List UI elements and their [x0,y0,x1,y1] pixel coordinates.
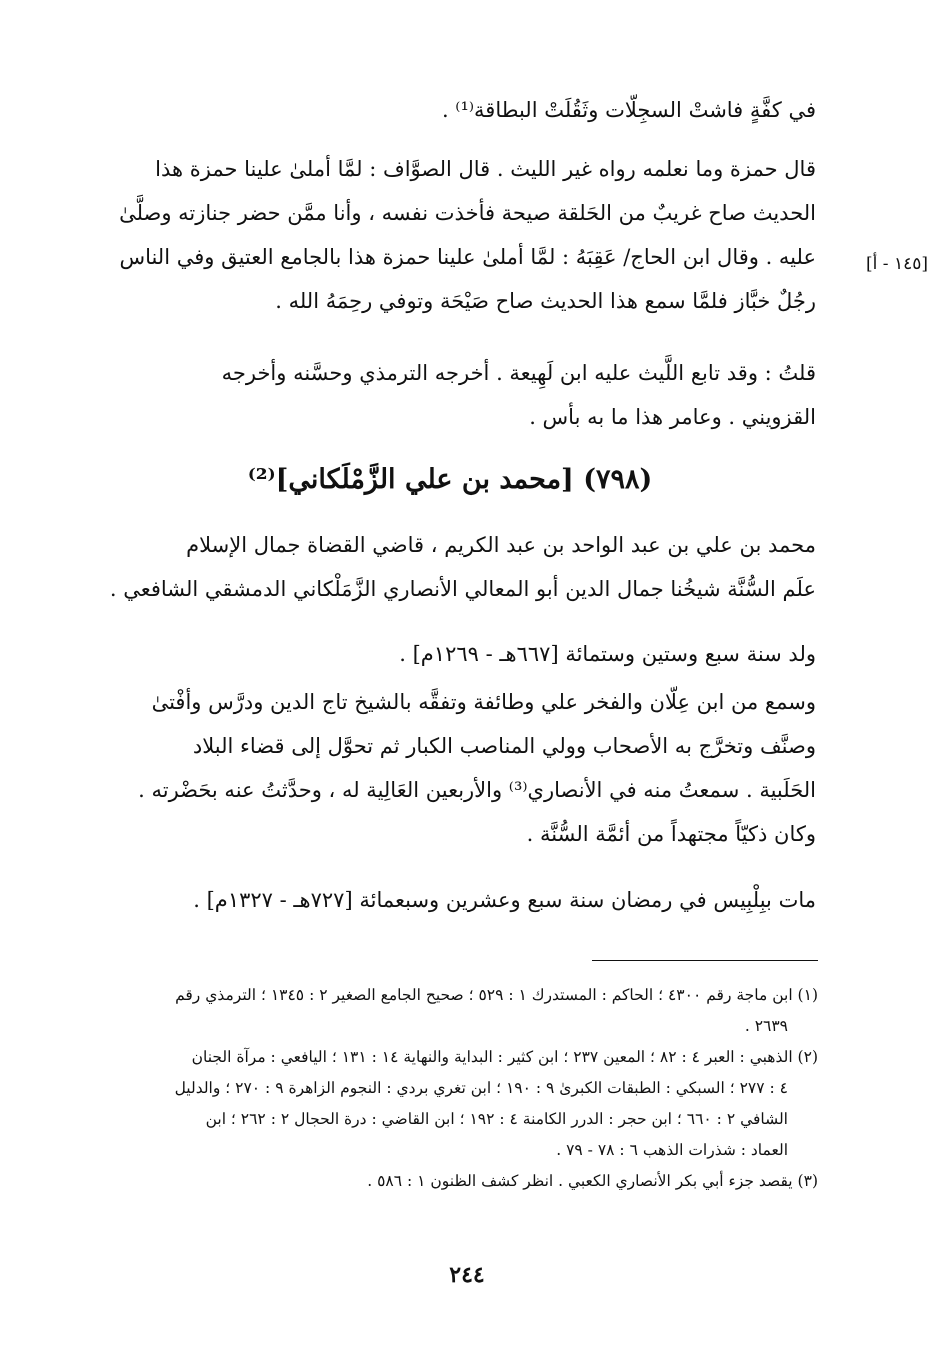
text-line: وكان ذكيّاً مجتهداً من أئمَّة السُّنَّة . [526,822,816,846]
text-line: في كفَّةٍ فاشتْ السجِلّات وثَقُلَتْ البطاقة⁽¹⁾ . [441,98,816,122]
footnote-line: (١) ابن ماجة رقم ٤٣٠٠ ؛ الحاكم : المستدرك ١ : ٥٢٩ ؛ صحيح الجامع الصغير ٢ : ١٣٤٥ ؛ الترمذي رقم [175,986,818,1004]
text-line: قال حمزة وما نعلمه رواه غير الليث . قال الصوَّاف : لمَّا أملىٰ علينا حمزة هذا [155,157,816,181]
footnote-line: العماد : شذرات الذهب ٦ : ٧٨ - ٧٩ . [556,1141,788,1159]
text-line: وسمع من ابن عِلّان والفخر علي وطائفة وتفقَّه بالشيخ تاج الدين ودرَّس وأفْتىٰ [151,690,816,714]
paragraph-3 [68,351,816,439]
entry-title: (٧٩٨) [محمد بن علي الزَّمْلَكاني]⁽²⁾ [247,464,653,495]
paragraph-5 [68,632,816,676]
footnote-line: الشافي ٢ : ٦٦٠ ؛ ابن حجر : الدرر الكامنة ٤ : ١٩٢ ؛ ابن القاضي : درة الحجال ٢ : ٢٦٢ ؛ ابن [205,1110,788,1128]
paragraph-2 [68,147,816,323]
footnote-line: (٢) الذهبي : العبر ٤ : ٨٢ ؛ المعين ٢٣٧ ؛ ابن كثير : البداية والنهاية ١٤ : ١٣١ ؛ اليافعي : مرآة الجنان [191,1048,818,1066]
text-line: رجُلٌ خبَّاز فلمَّا سمع هذا الحديث صاح صَيْحَة وتوفي رحِمَهُ الله . [275,289,816,313]
footnote-2 [68,1042,818,1166]
footnote-line: ٤ : ٢٧٧ ؛ السبكي : الطبقات الكبرىٰ ٩ : ١٩٠ ؛ ابن تغري بردي : النجوم الزاهرة ٩ : ٢٧٠ ؛ والدليل [174,1079,788,1097]
paragraph-6 [68,680,816,856]
paragraph-7 [68,878,816,922]
footnote-separator [592,960,818,961]
text-line: الحَلَبية . سمعتُ منه في الأنصاري⁽³⁾ والأربعين العَالِية له ، وحدَّثتُ عنه بحَضْرته . [138,778,816,802]
text-line: عليه . وقال ابن الحاج/ عَقِبَهُ : لمَّا أملىٰ علينا حمزة هذا بالجامع العتيق وفي الناس [119,245,816,269]
text-line: مات ببِلْبِيس في رمضان سنة سبع وعشرين وسبعمائة [٧٢٧هـ - ١٣٢٧م] . [193,888,816,912]
margin-folio-note: [١٤٥ - أ] [866,254,928,274]
footnotes [68,980,818,1197]
footnote-3 [68,1166,818,1197]
text-line: علَم السُّنَّة شيخُنا جمال الدين أبو المعالي الأنصاري الزَّمَلْكاني الدمشقي الشافعي . [109,577,816,601]
footnote-line: ٢٦٣٩ . [744,1017,788,1035]
footnote-1 [68,980,818,1042]
text-line: وصنَّف وتخرَّج به الأصحاب وولي المناصب الكبار ثم تحوَّل إلى قضاء البلاد [192,734,816,758]
text-line: القزويني . وعامر هذا ما به بأس . [529,405,816,429]
footnote-line: (٣) يقصد جزء أبي بكر الأنصاري الكعبي . انظر كشف الظنون ١ : ٥٨٦ . [367,1172,818,1190]
paragraph-1 [68,88,816,132]
text-line: الحديث صاح غريبٌ من الحَلقة صيحة فأخذت نفسه ، وأنا ممَّن حضر جنازته وصلَّىٰ [119,201,816,225]
text-line: ولد سنة سبع وستين وستمائة [٦٦٧هـ - ١٢٦٩م] . [399,642,816,666]
paragraph-4 [68,523,816,611]
text-line: قلتُ : وقد تابع اللَّيث عليه ابن لَهِيعة . أخرجه الترمذي وحسَّنه وأخرجه [221,361,816,385]
page-number: ٢٤٤ [449,1262,485,1288]
text-line: محمد بن علي بن عبد الواحد بن عبد الكريم ، قاضي القضاة جمال الإسلام [186,533,816,557]
